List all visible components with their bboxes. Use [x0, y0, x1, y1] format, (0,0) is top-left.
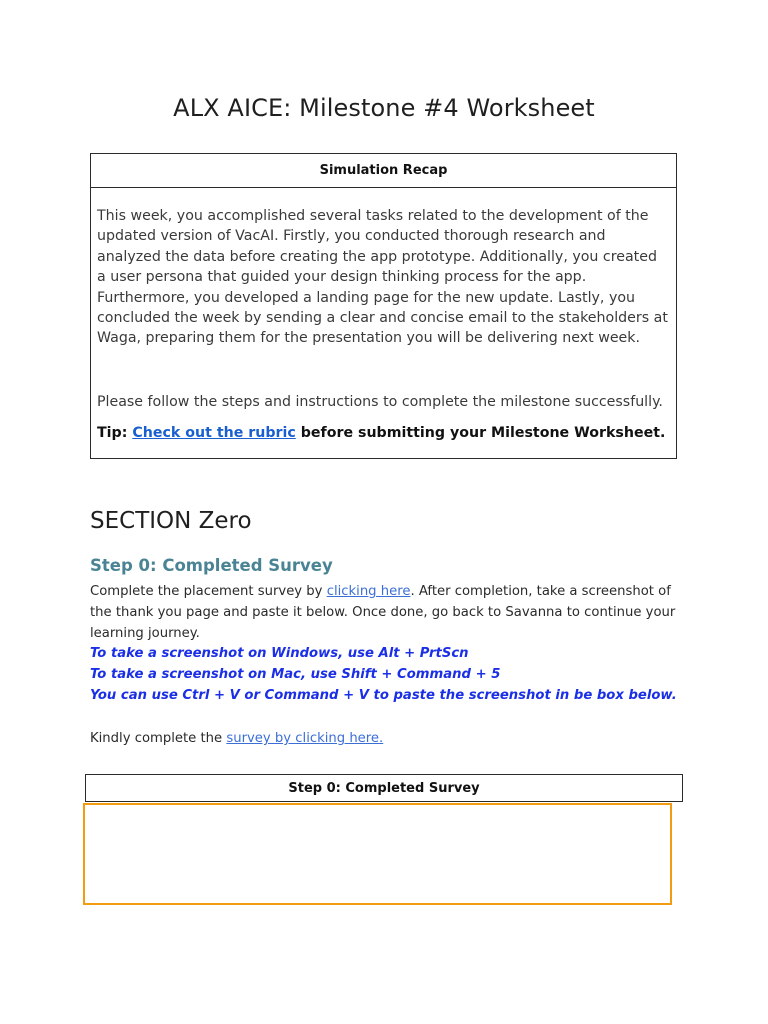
step-text-after-link: . After completion, take a screenshot of the thank you page and paste it below. Once done, go back to Savanna to continue your learning journey. [90, 584, 676, 642]
tip-rest: before submitting your Milestone Worksheet. [300, 425, 666, 442]
recap-instructions: Please follow the steps and instructions to complete the milestone successfully. [97, 393, 663, 410]
step-text-before-link: Complete the placement survey by [90, 584, 323, 599]
recap-table-body [91, 188, 676, 458]
rubric-link[interactable]: Check out the rubric [132, 425, 296, 442]
document-title: ALX AICE: Milestone #4 Worksheet [173, 94, 595, 122]
recap-table-header: Simulation Recap [91, 154, 676, 188]
simulation-recap-table [90, 153, 677, 459]
step-heading: Step 0: Completed Survey [90, 556, 333, 575]
survey-table-header: Step 0: Completed Survey [85, 774, 683, 802]
placement-survey-link[interactable]: clicking here [326, 584, 411, 599]
kindly-text: Kindly complete the [90, 731, 223, 746]
step-description [90, 581, 680, 645]
survey-link[interactable]: survey by clicking here. [226, 731, 384, 746]
kindly-complete-text [90, 731, 383, 746]
tip-label: Tip: [97, 425, 128, 442]
screenshot-paste-box[interactable] [83, 803, 672, 905]
recap-paragraph: This week, you accomplished several tasks related to the development of the updated version of VacAI. Firstly, you conducted thorough research and analyzed the data before creating the app prototype. Additionally, you created a user persona that guided your design thinking process for the app. Furthermore, you developed a landing page for the new update. Lastly, you concluded the week by sending a clear and concise email to the stakeholders at Waga, preparing them for the presentation you will be delivering next week. [97, 208, 668, 347]
section-heading: SECTION Zero [90, 508, 252, 534]
paste-screenshot-instruction: You can use Ctrl + V or Command + V to paste the screenshot in be box below. [90, 688, 677, 703]
recap-tip [97, 423, 670, 443]
windows-screenshot-instruction: To take a screenshot on Windows, use Alt + PrtScn [90, 646, 469, 661]
mac-screenshot-instruction: To take a screenshot on Mac, use Shift + Command + 5 [90, 667, 501, 682]
